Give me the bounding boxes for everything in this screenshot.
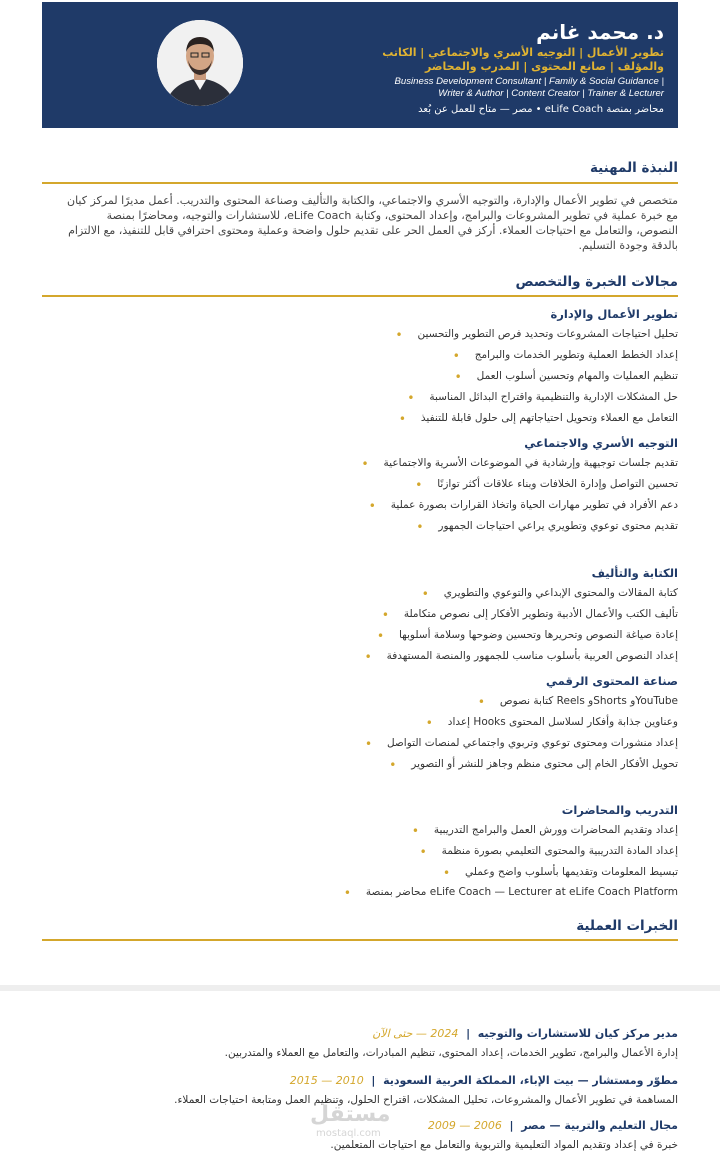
profile-titles-ar-line1: تطوير الأعمال | التوجيه الأسري والاجتماعي | الكاتب: [382, 46, 664, 59]
summary-line: النصوص، والتعامل مع احتياجات العملاء. أركز في العمل الحر على تقديم حلول واضحة وعملية ومحتوى احترافي قابل للتنفيذ، مع الالتزام: [68, 224, 678, 237]
bullet-icon: •: [477, 695, 485, 709]
list-item: تحويل الأفكار الخام إلى محتوى منظم وجاهز للنشر أو التصوير •: [389, 758, 678, 772]
bullet-icon: •: [442, 866, 451, 880]
list-item: تقديم محتوى توعوي وتطويري يراعي احتياجات الجمهور •: [416, 520, 678, 534]
list-item: إعداد منشورات ومحتوى توعوي وتربوي واجتماعي لمنصات التواصل •: [364, 737, 678, 751]
profile-location: مصر — متاح للعمل عن بُعد • eLife Coach محاضر بمنصة: [418, 104, 664, 115]
list-item: تبسيط المعلومات وتقديمها بأسلوب واضح وعملي •: [442, 866, 678, 880]
bullet-icon: •: [452, 349, 460, 363]
list-item: إعداد النصوص العربية بأسلوب مناسب للجمهور والمنصة المستهدفة •: [364, 650, 678, 664]
summary-rule: [42, 182, 678, 184]
bullet-icon: •: [364, 650, 372, 664]
profile-titles-en-line2: Writer & Author | Content Creator | Trainer & Lecturer: [438, 88, 664, 99]
list-item: حل المشكلات الإدارية والتنظيمية واقتراح البدائل المناسبة •: [407, 391, 678, 405]
bullet-icon: •: [381, 608, 389, 622]
bullet-icon: •: [454, 370, 462, 384]
job-years: 2024 — حتى الآن: [372, 1027, 459, 1040]
bullet-icon: •: [416, 520, 424, 534]
list-item: تنظيم العمليات والمهام وتحسين أسلوب العمل •: [454, 370, 678, 384]
job-title: مدير مركز كيان للاستشارات والتوجيه | 2024 — حتى الآن: [372, 1027, 678, 1040]
avatar-icon: [157, 20, 243, 106]
bullet-icon: •: [368, 499, 376, 513]
list-item: إعداد المادة التدريبية والمحتوى التعليمي بصورة منظمة •: [419, 845, 678, 859]
bullet-icon: •: [364, 737, 373, 751]
profile-titles-ar-line2: والمؤلف | صانع المحتوى | المدرب والمحاضر: [425, 60, 664, 73]
job-description: إدارة الأعمال والبرامج، تطوير الخدمات، إعداد المحتوى، تنظيم المبادرات، والتعامل مع العملاء والمتدربين.: [224, 1047, 678, 1059]
experience-rule: [42, 939, 678, 941]
job-description: المساهمة في تطوير الأعمال والمشروعات، تحليل المشكلات، اقتراح الحلول، وتنظيم العمل ومتابعة احتياجات العملاء.: [174, 1094, 678, 1106]
expertise-title: مجالات الخبرة والتخصص: [515, 274, 678, 290]
profile-header: [42, 2, 678, 128]
bullet-icon: •: [361, 457, 369, 471]
job-years: 2010 — 2015: [289, 1074, 364, 1087]
list-item: كتابة المقالات والمحتوى الإبداعي والتوعوي والتطويري •: [421, 587, 678, 601]
profile-name: د. محمد غانم: [536, 20, 664, 44]
expertise-group-title: صناعة المحتوى الرقمي: [546, 674, 678, 688]
list-item: تحسين التواصل وإدارة الخلافات وبناء علاقات أكثر توازنًا •: [415, 478, 678, 492]
list-item: eLife Coach — Lecturer at eLife Coach Platform محاضر بمنصة •: [343, 886, 678, 900]
bullet-icon: •: [421, 587, 429, 601]
expertise-group-title: تطوير الأعمال والإدارة: [550, 307, 678, 321]
job-years: 2006 — 2009: [427, 1119, 502, 1132]
list-item: إعداد الخطط العملية وتطوير الخدمات والبرامج •: [452, 349, 678, 363]
expertise-group-title: التدريب والمحاضرات: [561, 803, 678, 817]
bullet-icon: •: [395, 328, 403, 342]
experience-title: الخبرات العملية: [576, 918, 678, 934]
bullet-icon: •: [411, 824, 419, 838]
list-item: دعم الأفراد في تطوير مهارات الحياة واتخاذ القرارات بصورة عملية •: [368, 499, 678, 513]
bullet-icon: •: [419, 845, 427, 859]
bullet-icon: •: [407, 391, 415, 405]
list-item: وعناوين جذابة وأفكار لسلاسل المحتوى Hooks إعداد •: [425, 716, 678, 730]
expertise-rule: [42, 295, 678, 297]
job-title: مطوّر ومستشار — بيت الإباء، المملكة العربية السعودية | 2010 — 2015: [289, 1074, 678, 1087]
bullet-icon: •: [376, 629, 385, 643]
expertise-group-title: الكتابة والتأليف: [591, 566, 678, 580]
watermark-domain: mostaql.com: [316, 1128, 381, 1139]
summary-line: متخصص في تطوير الأعمال والإدارة، والتوجيه الأسري والاجتماعي، والكتابة والتأليف وصناعة المحتوى والتدريب. أعمل مديرًا لمركز كيان: [67, 194, 678, 207]
list-item: YouTubeو Shortsو Reels كتابة نصوص •: [477, 695, 678, 709]
summary-line: مع خبرة عملية في تطوير المشروعات والبرامج، وإعداد المحتوى، وكتابة eLife Coach، للاستشارات والتوجيه، ومحاضرًا بمنصة: [106, 209, 678, 222]
list-item: تحليل احتياجات المشروعات وتحديد فرص التطوير والتحسين •: [395, 328, 678, 342]
summary-text: [42, 193, 678, 253]
job-title: مجال التعليم والتربية — مصر | 2006 — 2009: [427, 1119, 678, 1132]
page-break: [0, 985, 720, 991]
bullet-icon: •: [415, 478, 423, 492]
bullet-icon: •: [425, 716, 433, 730]
list-item: تأليف الكتب والأعمال الأدبية وتطوير الأفكار إلى نصوص متكاملة •: [381, 608, 678, 622]
bullet-icon: •: [398, 412, 406, 426]
list-item: تقديم جلسات توجيهية وإرشادية في الموضوعات الأسرية والاجتماعية •: [361, 457, 678, 471]
watermark-brand: مستقل: [310, 1102, 391, 1127]
summary-line: بالدقة وجودة التسليم.: [578, 239, 678, 252]
bullet-icon: •: [343, 886, 351, 900]
profile-titles-en-line1: Business Development Consultant | Family & Social Guidance |: [394, 76, 664, 87]
list-item: إعداد وتقديم المحاضرات وورش العمل والبرامج التدريبية •: [411, 824, 678, 838]
job-description: خبرة في إعداد وتقديم المواد التعليمية والتربوية والتعامل مع احتياجات المتعلمين.: [330, 1139, 678, 1151]
profile-photo: [157, 20, 243, 106]
list-item: إعادة صياغة النصوص وتحريرها وتحسين وضوحها وسلامة أسلوبها •: [376, 629, 678, 643]
bullet-icon: •: [389, 758, 397, 772]
summary-title: النبذة المهنية: [589, 160, 678, 176]
expertise-group-title: التوجيه الأسري والاجتماعي: [524, 436, 678, 450]
list-item: التعامل مع العملاء وتحويل احتياجاتهم إلى حلول قابلة للتنفيذ •: [398, 412, 678, 426]
